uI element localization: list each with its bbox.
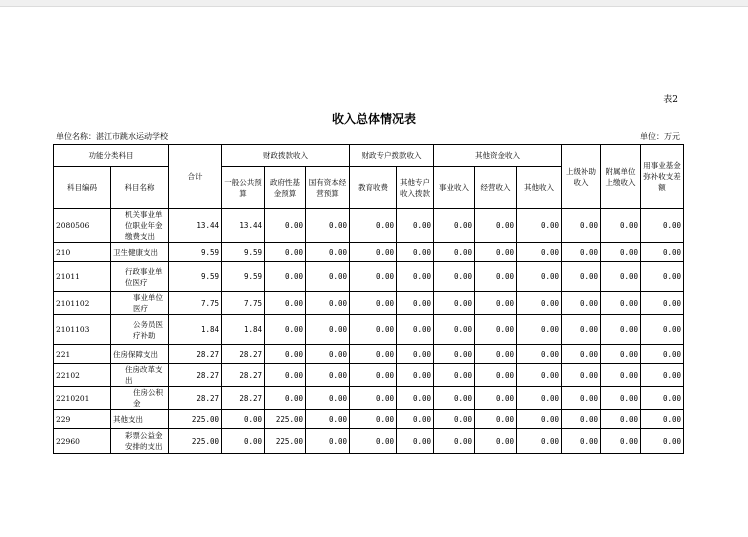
header-special-other: 其他专户收入拨款	[397, 167, 434, 209]
cell-state: 0.00	[306, 262, 350, 292]
cell-misc: 0.00	[517, 387, 562, 410]
cell-fund: 0.00	[265, 315, 306, 345]
row-name: 住房保障支出	[111, 345, 169, 364]
cell-operation: 0.00	[475, 292, 517, 315]
cell-affiliated: 0.00	[601, 429, 641, 454]
cell-sp-other: 0.00	[397, 209, 434, 243]
table-row	[54, 410, 684, 429]
cell-balance: 0.00	[641, 410, 684, 429]
cell-misc: 0.00	[517, 429, 562, 454]
header-name: 科目名称	[111, 167, 169, 209]
cell-affiliated: 0.00	[601, 387, 641, 410]
cell-edu: 0.00	[350, 315, 397, 345]
cell-affiliated: 0.00	[601, 209, 641, 243]
cell-balance: 0.00	[641, 262, 684, 292]
cell-state: 0.00	[306, 243, 350, 262]
cell-sp-other: 0.00	[397, 262, 434, 292]
cell-general: 28.27	[222, 387, 265, 410]
cell-fund: 0.00	[265, 387, 306, 410]
cell-operation: 0.00	[475, 429, 517, 454]
cell-operation: 0.00	[475, 345, 517, 364]
cell-affiliated: 0.00	[601, 315, 641, 345]
table-row	[54, 243, 684, 262]
header-other-operation: 经营收入	[475, 167, 517, 209]
row-code: 22102	[54, 364, 111, 387]
header-other-misc: 其他收入	[517, 167, 562, 209]
header-fiscal-fund: 政府性基金预算	[265, 167, 306, 209]
cell-affiliated: 0.00	[601, 345, 641, 364]
cell-superior: 0.00	[562, 387, 601, 410]
cell-total: 28.27	[169, 387, 222, 410]
row-name: 公务员医疗补助	[111, 315, 169, 345]
cell-edu: 0.00	[350, 209, 397, 243]
cell-state: 0.00	[306, 292, 350, 315]
cell-balance: 0.00	[641, 292, 684, 315]
cell-balance: 0.00	[641, 345, 684, 364]
cell-sp-other: 0.00	[397, 345, 434, 364]
cell-operation: 0.00	[475, 387, 517, 410]
cell-fund: 0.00	[265, 209, 306, 243]
cell-business: 0.00	[434, 429, 475, 454]
cell-total: 225.00	[169, 410, 222, 429]
table-row	[54, 209, 684, 243]
cell-business: 0.00	[434, 315, 475, 345]
cell-sp-other: 0.00	[397, 364, 434, 387]
unit-name-label: 单位名称：湛江市跳水运动学校	[56, 132, 168, 141]
header-func-class: 功能分类科目	[54, 145, 169, 167]
table-number: 表2	[663, 95, 678, 105]
cell-fund: 0.00	[265, 345, 306, 364]
header-fiscal: 财政拨款收入	[222, 145, 350, 167]
header-affiliated: 附属单位上缴收入	[601, 145, 641, 209]
cell-operation: 0.00	[475, 209, 517, 243]
cell-affiliated: 0.00	[601, 292, 641, 315]
row-code: 221	[54, 345, 111, 364]
header-row-1	[54, 145, 684, 167]
cell-general: 28.27	[222, 364, 265, 387]
cell-operation: 0.00	[475, 364, 517, 387]
cell-state: 0.00	[306, 345, 350, 364]
cell-balance: 0.00	[641, 387, 684, 410]
cell-general: 9.59	[222, 243, 265, 262]
cell-edu: 0.00	[350, 387, 397, 410]
cell-fund: 0.00	[265, 292, 306, 315]
cell-balance: 0.00	[641, 209, 684, 243]
cell-business: 0.00	[434, 262, 475, 292]
header-code: 科目编码	[54, 167, 111, 209]
cell-total: 9.59	[169, 243, 222, 262]
revenue-table	[53, 144, 684, 454]
table-row	[54, 262, 684, 292]
cell-business: 0.00	[434, 243, 475, 262]
row-code: 2101103	[54, 315, 111, 345]
row-name: 住房公积金	[111, 387, 169, 410]
cell-fund: 225.00	[265, 429, 306, 454]
currency-unit-label: 单位：万元	[640, 132, 680, 141]
cell-sp-other: 0.00	[397, 429, 434, 454]
cell-fund: 225.00	[265, 410, 306, 429]
cell-balance: 0.00	[641, 243, 684, 262]
row-name: 行政事业单位医疗	[111, 262, 169, 292]
cell-fund: 0.00	[265, 243, 306, 262]
cell-fund: 0.00	[265, 262, 306, 292]
cell-sp-other: 0.00	[397, 387, 434, 410]
row-code: 2101102	[54, 292, 111, 315]
table-row	[54, 364, 684, 387]
cell-sp-other: 0.00	[397, 243, 434, 262]
cell-operation: 0.00	[475, 410, 517, 429]
row-code: 210	[54, 243, 111, 262]
cell-sp-other: 0.00	[397, 315, 434, 345]
cell-total: 13.44	[169, 209, 222, 243]
cell-general: 9.59	[222, 262, 265, 292]
cell-state: 0.00	[306, 410, 350, 429]
cell-superior: 0.00	[562, 315, 601, 345]
cell-state: 0.00	[306, 429, 350, 454]
cell-general: 28.27	[222, 345, 265, 364]
header-total: 合计	[169, 145, 222, 209]
row-code: 22960	[54, 429, 111, 454]
table-row	[54, 292, 684, 315]
cell-misc: 0.00	[517, 262, 562, 292]
row-name: 住房改革支出	[111, 364, 169, 387]
cell-fund: 0.00	[265, 364, 306, 387]
cell-affiliated: 0.00	[601, 410, 641, 429]
cell-state: 0.00	[306, 209, 350, 243]
cell-superior: 0.00	[562, 243, 601, 262]
cell-operation: 0.00	[475, 243, 517, 262]
cell-general: 1.84	[222, 315, 265, 345]
cell-general: 0.00	[222, 429, 265, 454]
cell-misc: 0.00	[517, 364, 562, 387]
cell-operation: 0.00	[475, 262, 517, 292]
cell-superior: 0.00	[562, 429, 601, 454]
header-superior: 上级补助收入	[562, 145, 601, 209]
cell-edu: 0.00	[350, 243, 397, 262]
cell-sp-other: 0.00	[397, 292, 434, 315]
row-code: 2080506	[54, 209, 111, 243]
header-other-business: 事业收入	[434, 167, 475, 209]
cell-general: 7.75	[222, 292, 265, 315]
cell-misc: 0.00	[517, 410, 562, 429]
cell-edu: 0.00	[350, 364, 397, 387]
row-name: 机关事业单位职业年金缴费支出	[111, 209, 169, 243]
cell-business: 0.00	[434, 410, 475, 429]
table-row	[54, 429, 684, 454]
cell-superior: 0.00	[562, 209, 601, 243]
header-special: 财政专户拨款收入	[350, 145, 434, 167]
header-fiscal-state: 国有资本经营预算	[306, 167, 350, 209]
cell-misc: 0.00	[517, 315, 562, 345]
cell-edu: 0.00	[350, 429, 397, 454]
cell-misc: 0.00	[517, 243, 562, 262]
cell-superior: 0.00	[562, 364, 601, 387]
cell-affiliated: 0.00	[601, 262, 641, 292]
cell-affiliated: 0.00	[601, 243, 641, 262]
cell-misc: 0.00	[517, 209, 562, 243]
row-name: 彩票公益金安排的支出	[111, 429, 169, 454]
cell-superior: 0.00	[562, 292, 601, 315]
cell-edu: 0.00	[350, 410, 397, 429]
cell-general: 13.44	[222, 209, 265, 243]
cell-superior: 0.00	[562, 410, 601, 429]
cell-state: 0.00	[306, 364, 350, 387]
table-row	[54, 315, 684, 345]
cell-misc: 0.00	[517, 292, 562, 315]
cell-sp-other: 0.00	[397, 410, 434, 429]
cell-total: 9.59	[169, 262, 222, 292]
cell-business: 0.00	[434, 292, 475, 315]
cell-balance: 0.00	[641, 429, 684, 454]
header-fund-balance: 用事业基金弥补收支差额	[641, 145, 684, 209]
cell-general: 0.00	[222, 410, 265, 429]
cell-total: 7.75	[169, 292, 222, 315]
row-code: 21011	[54, 262, 111, 292]
row-code: 2210201	[54, 387, 111, 410]
header-other: 其他资金收入	[434, 145, 562, 167]
cell-business: 0.00	[434, 345, 475, 364]
cell-business: 0.00	[434, 364, 475, 387]
row-name: 事业单位医疗	[111, 292, 169, 315]
viewer-top-bar	[0, 0, 748, 7]
cell-operation: 0.00	[475, 315, 517, 345]
cell-state: 0.00	[306, 387, 350, 410]
cell-business: 0.00	[434, 387, 475, 410]
table-row	[54, 387, 684, 410]
cell-total: 1.84	[169, 315, 222, 345]
table-row	[54, 345, 684, 364]
cell-edu: 0.00	[350, 345, 397, 364]
page-title: 收入总体情况表	[331, 112, 416, 126]
cell-total: 225.00	[169, 429, 222, 454]
cell-total: 28.27	[169, 364, 222, 387]
cell-total: 28.27	[169, 345, 222, 364]
cell-state: 0.00	[306, 315, 350, 345]
cell-balance: 0.00	[641, 315, 684, 345]
cell-superior: 0.00	[562, 262, 601, 292]
cell-affiliated: 0.00	[601, 364, 641, 387]
cell-business: 0.00	[434, 209, 475, 243]
cell-superior: 0.00	[562, 345, 601, 364]
header-fiscal-general: 一般公共预算	[222, 167, 265, 209]
cell-balance: 0.00	[641, 364, 684, 387]
cell-edu: 0.00	[350, 262, 397, 292]
header-special-edu: 教育收费	[350, 167, 397, 209]
row-code: 229	[54, 410, 111, 429]
row-name: 其他支出	[111, 410, 169, 429]
row-name: 卫生健康支出	[111, 243, 169, 262]
cell-misc: 0.00	[517, 345, 562, 364]
cell-edu: 0.00	[350, 292, 397, 315]
